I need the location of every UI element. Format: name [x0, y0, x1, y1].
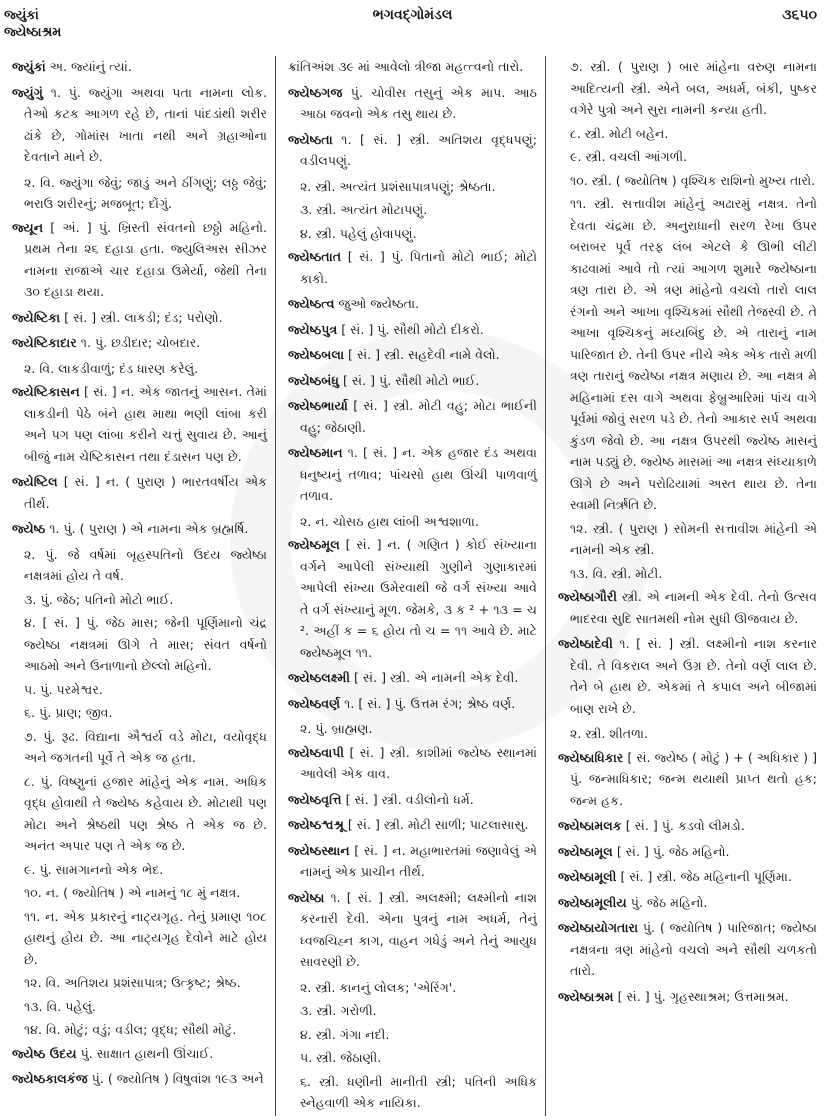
dictionary-entry: [288, 82, 537, 125]
entry-headword: જ્યેષ્ઠ ઉદય: [12, 1045, 77, 1061]
entry-definition: [ સં. ] સ્ત્રી. વડીલોનો ધર્મ.: [345, 791, 474, 807]
entry-definition: ૧. [ સં. ] ન. એક હજાર દંડ અથવા ધનુષ્યનું તળાવ; પાંચસો હાથ ઊંચી પાળવાળું તળાવ.: [300, 445, 537, 503]
entry-headword: જ્યેષ્ઠવર્ણ: [288, 695, 341, 711]
dictionary-entry: [12, 1068, 267, 1090]
entry-sense: ૫. પું. પરમેશ્વર.: [24, 681, 103, 697]
entry-definition: [ સં. ] સ્ત્રી. લાકડી; દંડ; પરોણો.: [64, 309, 223, 325]
dictionary-entry: [288, 344, 537, 366]
entry-definition: જુઓ જ્યેષ્ઠતા.: [338, 296, 420, 311]
entry-headword: જ્યૂન: [12, 219, 44, 235]
dictionary-entry: [12, 471, 267, 514]
dictionary-entry: [288, 667, 537, 689]
entry-sense: ૧૧. ન. એક પ્રકારનું નાટ્યગૃહ. તેનું પ્રમાણ ૧૦૮ હાથનું હોય છે. આ નાટ્યગૃહ દેવોને માટે હોય છે.: [24, 908, 267, 967]
entry-sense: ૯. સ્ત્રી. વચલી આંગળી.: [570, 149, 688, 164]
entry-sense: ૨. પું. જે વર્ષમાં બૃહસ્પતિનો ઉદય જ્યેષ્ઠા નક્ષત્રમાં હોય તે વર્ષ.: [24, 546, 267, 583]
entry-sense: ૪. સ્ત્રી. પહેલું હોવાપણું.: [300, 225, 417, 241]
dictionary-entry: [12, 82, 267, 168]
dictionary-entry: [12, 332, 267, 354]
entry-headword: જ્યેષ્ઠકાલકંજ: [12, 1071, 88, 1086]
entry-headword: જ્યેષ્ઠાયોગતારા: [558, 920, 639, 935]
entry-sense: ૧૦. સ્ત્રી. ( જ્યોતિષ ) વૃશ્ચિક રાશિનો મુખ્ય તારો.: [570, 172, 816, 188]
entry-sense: ૨. સ્ત્રી. અત્યંત પ્રશંસાપાત્રપણું; શ્રેષ્ઠતા.: [300, 178, 496, 194]
entry-sense: ૪. સ્ત્રી. ગંગા નદી.: [300, 1026, 390, 1042]
entry-sense: ૮. પું. વિષ્ણુનાં હજાર માંહેનું એક નામ. અધિક વૃદ્ધ હોવાથી તે જ્યેષ્ઠ કહેવાય છે. મોટાથી પણ મોટા અને શ્રેષ્ઠથી પણ શ્રેષ્ઠ તે એક જ છે. અનંત અપાર પણ તે એક જ છે.: [24, 773, 267, 853]
entry-sense: ૧૨. વિ. અતિશય પ્રશંસાપાત્ર; ઉત્કૃષ્ટ; શ્રેષ્ઠ.: [24, 975, 241, 990]
entry-sense: ૨. વિ. લાકડીવાળું; દંડ ધારણ કરેલું.: [24, 360, 199, 376]
entry-sense: ૧૧. સ્ત્રી. સત્તાવીશ માંહેનું અઢારમું નક્ષત્ર. તેનો દેવતા ચંદ્રમા છે. અનુરાધાની સરળ રેખા ઉપર બરાબર પૂર્વ તરફ લંબ એટલે કે ઊભી લીટી કાઢવામાં આવે તો ત્યાં આગળ શુમારે જ્યેષ્ઠાના ત્રણ તારા છે. એ ત્રણ માંહેનો વચલો તારો લાલ રંગનો અને આખા વૃશ્ચિકમાં સૌથી તેજસ્વી છે. તે આખા વૃશ્ચિકનું મધ્યબિંદુ છે. એ તારાનું નામ પારિજાત છે. તેની ઉપર નીચે એક એક તારો મળી ત્રણ તારાનું જ્યેષ્ઠા નક્ષત્ર મણાય છે. આ નક્ષત્ર મે મહિનામાં દસ વાગે અથવા ફેબ્રુઆરિમાં પાંચ વાગે પૂર્વમાં જોવું સરળ પડે છે. તેનો આકાર સર્પ અથવા કુંડળ જેવો છે. આ નક્ષત્ર ઉપરથી જ્યેષ્ઠ માસનું નામ પડ્યું છે. જ્યેષ્ઠ માસમાં આ નક્ષત્ર સંધ્યાકાળે ઊગે છે અને પરોઢિયામાં અસ્ત થાય છે. તેના સ્વામી નિર્ઋતિ છે.: [570, 196, 817, 512]
entry-definition: [ સં. ] સ્ત્રી. સહદેવી નામે વેલો.: [348, 347, 500, 362]
dictionary-columns: [0, 56, 825, 1116]
dictionary-entry: [288, 840, 537, 883]
column-3: [545, 56, 825, 1116]
entry-definition: ૧. પું. જ્યુંગા અથવા પતા નામના લોક. તેઓ કટક આગળ રહે છે, તાનાં પાંદડાંથી શરીર ઢાંકે છે, ગોમાંસ ખાતા નથી અને ગ્રહાઓના દેવતાને માને છે.: [24, 84, 267, 164]
dictionary-entry: [558, 892, 817, 914]
dictionary-entry: [12, 518, 267, 540]
entry-definition: [ સં. ] સ્ત્રી. કાશીમાં જ્યેષ્ઠ સ્થાનમાં આવેલી એક વાવ.: [300, 744, 537, 781]
entry-definition: ૧. [ સં. ] પું. ઉત્તમ રંગ; શ્રેષ્ઠ વર્ણ.: [344, 695, 516, 711]
entry-headword: જ્યેષ્ઠામૂલ: [558, 843, 613, 859]
entry-definition: પું. ( જ્યોતિષ ) પારિજાત; જ્યેષ્ઠા નક્ષત્રના ત્રણ માંહેનો વચલો અને સૌથી ચળકતો તારો.: [570, 920, 817, 978]
entry-headword: જ્યેષ્ઠસ્થાન: [288, 842, 350, 858]
entry-headword: જ્યેષ્ઠતા: [288, 131, 333, 147]
entry-definition: [ સં. ] ન. એક જાતનું આસન. તેમાં લાકડીની પેઠે બંને હાથ માથા ભણી લાંબા કરી અને પગ પણ લાંબા કરીને ચત્તું સુવાય છે. આનું બીજું નામ ચેષ્ટિકાસન તથા દંડાસન પણ છે.: [24, 384, 267, 464]
entry-sense: ૨. સ્ત્રી. શીતળા.: [570, 726, 648, 741]
entry-definition: પું. સાક્ષાત હાથની ઊંચાઈ.: [80, 1045, 214, 1061]
dictionary-entry: [558, 586, 817, 629]
entry-sense: ૮. સ્ત્રી. મોટી બહેન.: [570, 125, 669, 141]
entry-definition: [ સં. ] પું. પિતાનો મોટો ભાઈ; મોટો કાકો.: [300, 249, 537, 286]
guide-word-first: જ્યુંકાં: [4, 8, 39, 23]
dictionary-entry: [288, 246, 537, 289]
entry-sense: ૨. ન. ચોસઠ હાથ લાંબી અશ્વશાળા.: [300, 513, 479, 529]
entry-sense: ૨. સ્ત્રી. કાનનું લોલક; 'એરિંગ'.: [300, 979, 457, 995]
dictionary-entry: [288, 56, 537, 78]
entry-headword: જ્યેષ્ઠત્વ: [288, 296, 335, 311]
dictionary-entry: [288, 534, 537, 663]
entry-definition: સ્ત્રી. એ નામની એક દેવી. તેનો ઉત્સવ ભાદરવા સુદિ સાતમથી નોમ સુધી ઊજવાય છે.: [570, 589, 817, 626]
entry-headword: જ્યેષ્ઠાદેવી: [558, 636, 613, 651]
book-title: ભગવદ્ગોમંડલ: [372, 7, 453, 23]
entry-headword: જ્યુંકાં: [12, 59, 46, 74]
entry-definition: [ સં. ] સ્ત્રી. મોટી વહુ; મોટા ભાઈની વહુ; જેઠાણી.: [300, 398, 537, 435]
dictionary-entry: [288, 814, 537, 836]
entry-sense: ૧૪. વિ. મોટું; વડું; વડીલ; વૃદ્ધ; સૌથી મોટું.: [24, 1022, 237, 1037]
entry-headword: જ્યેષ્ઠગજ: [288, 84, 343, 100]
entry-definition: અ. જ્યાંનું ત્યાં.: [49, 59, 132, 74]
entry-headword: જ્યેષ્ઠમાન: [288, 445, 343, 460]
entry-headword: જ્યેષ્ઠમૂલ: [288, 537, 340, 552]
entry-sense: ૩. સ્ત્રી. અત્યંત મોટાપણું.: [300, 202, 428, 217]
entry-sense: ૫. સ્ત્રી. જેઠાણી.: [300, 1050, 382, 1065]
entry-headword: જ્યેષ્ઠલક્ષ્મી: [288, 670, 350, 685]
dictionary-entry: [558, 917, 817, 982]
entry-sense: ૩. સ્ત્રી. ગરોળી.: [300, 1003, 377, 1018]
entry-definition: ૧. પું. ( પુરાણ ) એ નામના એક બ્રહ્મર્ષિ.: [49, 521, 249, 536]
entry-sense: ૧૨. સ્ત્રી. ( પુરાણ ) સોમની સત્તાવીશ માંહેની એ નામની એક સ્ત્રી.: [570, 520, 817, 557]
entry-sense: ૭. પું. રૂઢ. વિદ્યાના ઐશ્વર્ય વડે મોટા, વયોવૃદ્ધ અને જગતની પૂર્વે તે એક જ હતા.: [24, 728, 267, 765]
entry-headword: જ્યેષ્ઠામલક: [558, 818, 622, 833]
entry-sense: ૬. પું. પ્રાણ; જીવ.: [24, 705, 113, 720]
entry-definition: [ સં. ] પું. જેઠ મહિનો.: [616, 843, 730, 859]
dictionary-entry: [288, 293, 537, 315]
dictionary-entry: [12, 56, 267, 78]
entry-definition: [ સં. ] પું. ગૃહસ્થાશ્રમ; ઉત્તમાશ્રમ.: [617, 988, 789, 1004]
dictionary-entry: [288, 789, 537, 811]
dictionary-entry: [288, 370, 537, 392]
entry-definition: [ સં. ] સ્ત્રી. મોટી સાળી; પાટલાસાસુ.: [347, 817, 529, 832]
column-1: [0, 56, 275, 1116]
entry-definition: [ અં. ] પું. ખ્રિસ્તી સંવતનો છઠ્ઠો મહિનો. પ્રથમ તેના ૨૬ દહાડા હતા. જ્યુલિઅસ સીઝર નામના રાજાએ ચાર દહાડા ઉમેર્યા, જેથી તેના ૩૦ દહાડા થયા.: [24, 219, 267, 299]
entry-definition: [ સં. જ્યેષ્ઠ ( મોટું ) + ( અધિકાર ) ] પું. જન્માધિકાર; જન્મ થયાથી પ્રાપ્ત થતો હક; જન્મ હક.: [570, 749, 817, 808]
entry-headword: જ્યેષ્ઠ: [12, 521, 46, 536]
entry-definition: પું. જેઠ મહિનો.: [630, 894, 708, 910]
entry-sense: ૪. [ સં. ] પું. જેઠ માસ; જેની પૂર્ણિમાનો ચંદ્ર જ્યેષ્ઠા નક્ષત્રમાં ઊગે તે માસ; સંવત વર્ષનો આઠમો અને ઉનાળાનો છેલ્લો મહિનો.: [24, 615, 267, 673]
entry-headword: જ્યેષ્ઠામૂલીય: [558, 894, 627, 910]
entry-definition: [ સં. ] ન. મહાભારતમાં જણાવેલું એ નામનું એક પ્રાચીન તીર્થ.: [300, 842, 537, 879]
entry-headword: જ્યેષ્ઠતાત: [288, 249, 342, 264]
dictionary-entry: [558, 747, 817, 812]
entry-headword: જ્યેષ્ટિલ: [12, 474, 58, 489]
page-number: ૩૬૫૦: [782, 7, 817, 23]
page-header: [0, 0, 825, 52]
dictionary-entry: [288, 395, 537, 438]
entry-sense: ૬. સ્ત્રી. ધણીની માનીતી સ્ત્રી; પતિની અધિક સ્નેહવાળી એક નાયિકા.: [300, 1073, 537, 1110]
dictionary-entry: [288, 693, 537, 715]
dictionary-entry: [12, 217, 267, 303]
entry-definition: ૧. પું. છડીદાર; ચોબદાર.: [80, 335, 201, 350]
entry-definition: [ સં. ] ન. ( ગણિત ) કોઈ સંખ્યાના વર્ગને આપેલી સંખ્યાથી ગુણીને ગુણાકારમાં આપેલી સંખ્યા ઉમેરવાથી જે વર્ગ સંખ્યા આવે તે વર્ગ સંખ્યાનું મૂળ. જેમકે, ૩ ક ² + ૧૩ = ચ ². અહીં ક = ૬ હોય તો ચ = ૧૧ આવે છે. માટે જ્યેષ્ઠમૂલ ૧૧.: [300, 537, 537, 660]
entry-definition: [ સં. ] પું. સૌથી મોટો ભાઈ.: [343, 372, 480, 388]
guide-word-last: જ્યેષ્ઠાશ્રમ: [4, 25, 62, 40]
entry-definition: ૧. [ સં. ] સ્ત્રી. લક્ષ્મીનો નાશ કરનાર દેવી. તે વિકરાલ અને ઉગ્ર છે. તેનો વર્ણ લાલ છે. તેને બે હાથ છે. એકમાં તે કપાલ અને બીજામાં બાણ રાખે છે.: [570, 636, 817, 716]
entry-definition: [ સં. ] પું. કડવો લીમડો.: [625, 818, 745, 833]
entry-headword: જ્યેષ્ઠવાપી: [288, 744, 345, 760]
entry-sense: ૭. સ્ત્રી. ( પુરાણ ) બાર માંહેના વરુણ નામના આદિત્યની સ્ત્રી. એને બલ, અધર્મ, બંકી, પુષ્કર વગેરે પુત્રો અને સુરા નામની કન્યા હતી.: [570, 59, 817, 117]
dictionary-entry: [558, 841, 817, 863]
entry-definition: [ સં. ] સ્ત્રી. એ નામની એક દેવી.: [354, 670, 519, 685]
dictionary-entry: [558, 986, 817, 1008]
entry-headword: જ્યેષ્ઠભાર્યા: [288, 398, 348, 413]
entry-headword: જ્યેષ્ઠવૃત્તિ: [288, 791, 342, 807]
entry-definition: પું. ( જ્યોતિષ ) વિષુવાંશ ૧૯૩ અને: [91, 1071, 264, 1086]
entry-definition: [ સં. ] ન. ( પુરાણ ) ભારતવર્ષીય એક તીર્થ.: [24, 474, 267, 511]
dictionary-entry: [288, 319, 537, 341]
entry-headword: જ્યુંગું: [12, 84, 43, 100]
entry-headword: જ્યેષ્ટિકાસન: [12, 384, 80, 399]
entry-headword: જ્યેષ્ટિકા: [12, 309, 61, 325]
entry-headword: જ્યેષ્ઠાગૌરી: [558, 589, 617, 604]
dictionary-entry: [288, 129, 537, 172]
entry-sense: ૩. પું. જેઠ; પતિનો મોટો ભાઈ.: [24, 591, 174, 607]
entry-headword: જ્યેષ્ટિકાદાર: [12, 335, 77, 350]
entry-definition: [ સં. ] પું. સૌથી મોટો દીકરો.: [341, 321, 484, 337]
entry-definition: પું. ચોવીસ તસુનું એક માપ. આઠ આઠા જવનો એક તસુ થાય છે.: [300, 84, 537, 121]
entry-definition: [ સં. ] સ્ત્રી. જેઠ મહિનાની પૂર્ણિમા.: [620, 869, 792, 884]
entry-definition: ૧. [ સં. ] સ્ત્રી. અલક્ષ્મી; લક્ષ્મીનો નાશ કરનારી દેવી. એના પુત્રનું નામ અધર્મ, તેનું ધ્વજચિહ્ન કાગ, વાહન ગધેડું અને તેનું આયુધ સાવરણી છે.: [300, 889, 537, 969]
entry-headword: જ્યેષ્ઠપુત્ર: [288, 321, 338, 337]
dictionary-entry: [558, 633, 817, 719]
entry-sense: ૧૦. ન. ( જ્યોતિષ ) એ નામનું ૧૮ મું નક્ષત્ર.: [24, 885, 241, 900]
column-2: [275, 56, 545, 1116]
dictionary-entry: [558, 866, 817, 888]
dictionary-entry: [288, 442, 537, 507]
entry-sense: ૯. પું. સામગાનનો એક ભેદ.: [24, 861, 164, 877]
dictionary-entry: [12, 381, 267, 467]
dictionary-entry: [12, 1043, 267, 1065]
entry-headword: જ્યેષ્ઠામૂલી: [558, 869, 617, 884]
entry-headword: જ્યેષ્ઠબલા: [288, 347, 345, 362]
entry-definition: ૧. [ સં. ] સ્ત્રી. અતિશય વૃદ્ધપણું; વડીલપણું.: [300, 131, 537, 168]
dictionary-entry: [12, 307, 267, 329]
entry-headword: જ્યેષ્ઠશ્વશ્રૂ: [288, 817, 344, 832]
dictionary-entry: [288, 887, 537, 973]
entry-sense: ૧૩. વિ. પહેલું.: [24, 998, 96, 1014]
dictionary-entry: [558, 815, 817, 837]
entry-sense: ૨. પું. બ્રાહ્મણ.: [300, 721, 373, 736]
entry-sense: ૧૩. વિ. સ્ત્રી. મોટી.: [570, 565, 663, 581]
entry-definition: ક્રાંતિઅંશ ૩૯ માં આવેલો ત્રીજા મહત્ત્વનો તારો.: [288, 59, 524, 74]
entry-sense: ૨. વિ. જ્યુંગા જેવું; જાડું અને ઠીંગણું; લઠ્ઠ જેવું; ભરાઉ શરીરનું; મજબૂત; દોંગું.: [24, 174, 267, 211]
entry-headword: જ્યેષ્ઠા: [288, 889, 325, 905]
entry-headword: જ્યેષ્ઠાશ્રમ: [558, 988, 614, 1004]
dictionary-entry: [288, 742, 537, 785]
entry-headword: જ્યેષ્ઠબંધુ: [288, 372, 339, 388]
entry-headword: જ્યેષ્ઠાધિકાર: [558, 749, 624, 765]
